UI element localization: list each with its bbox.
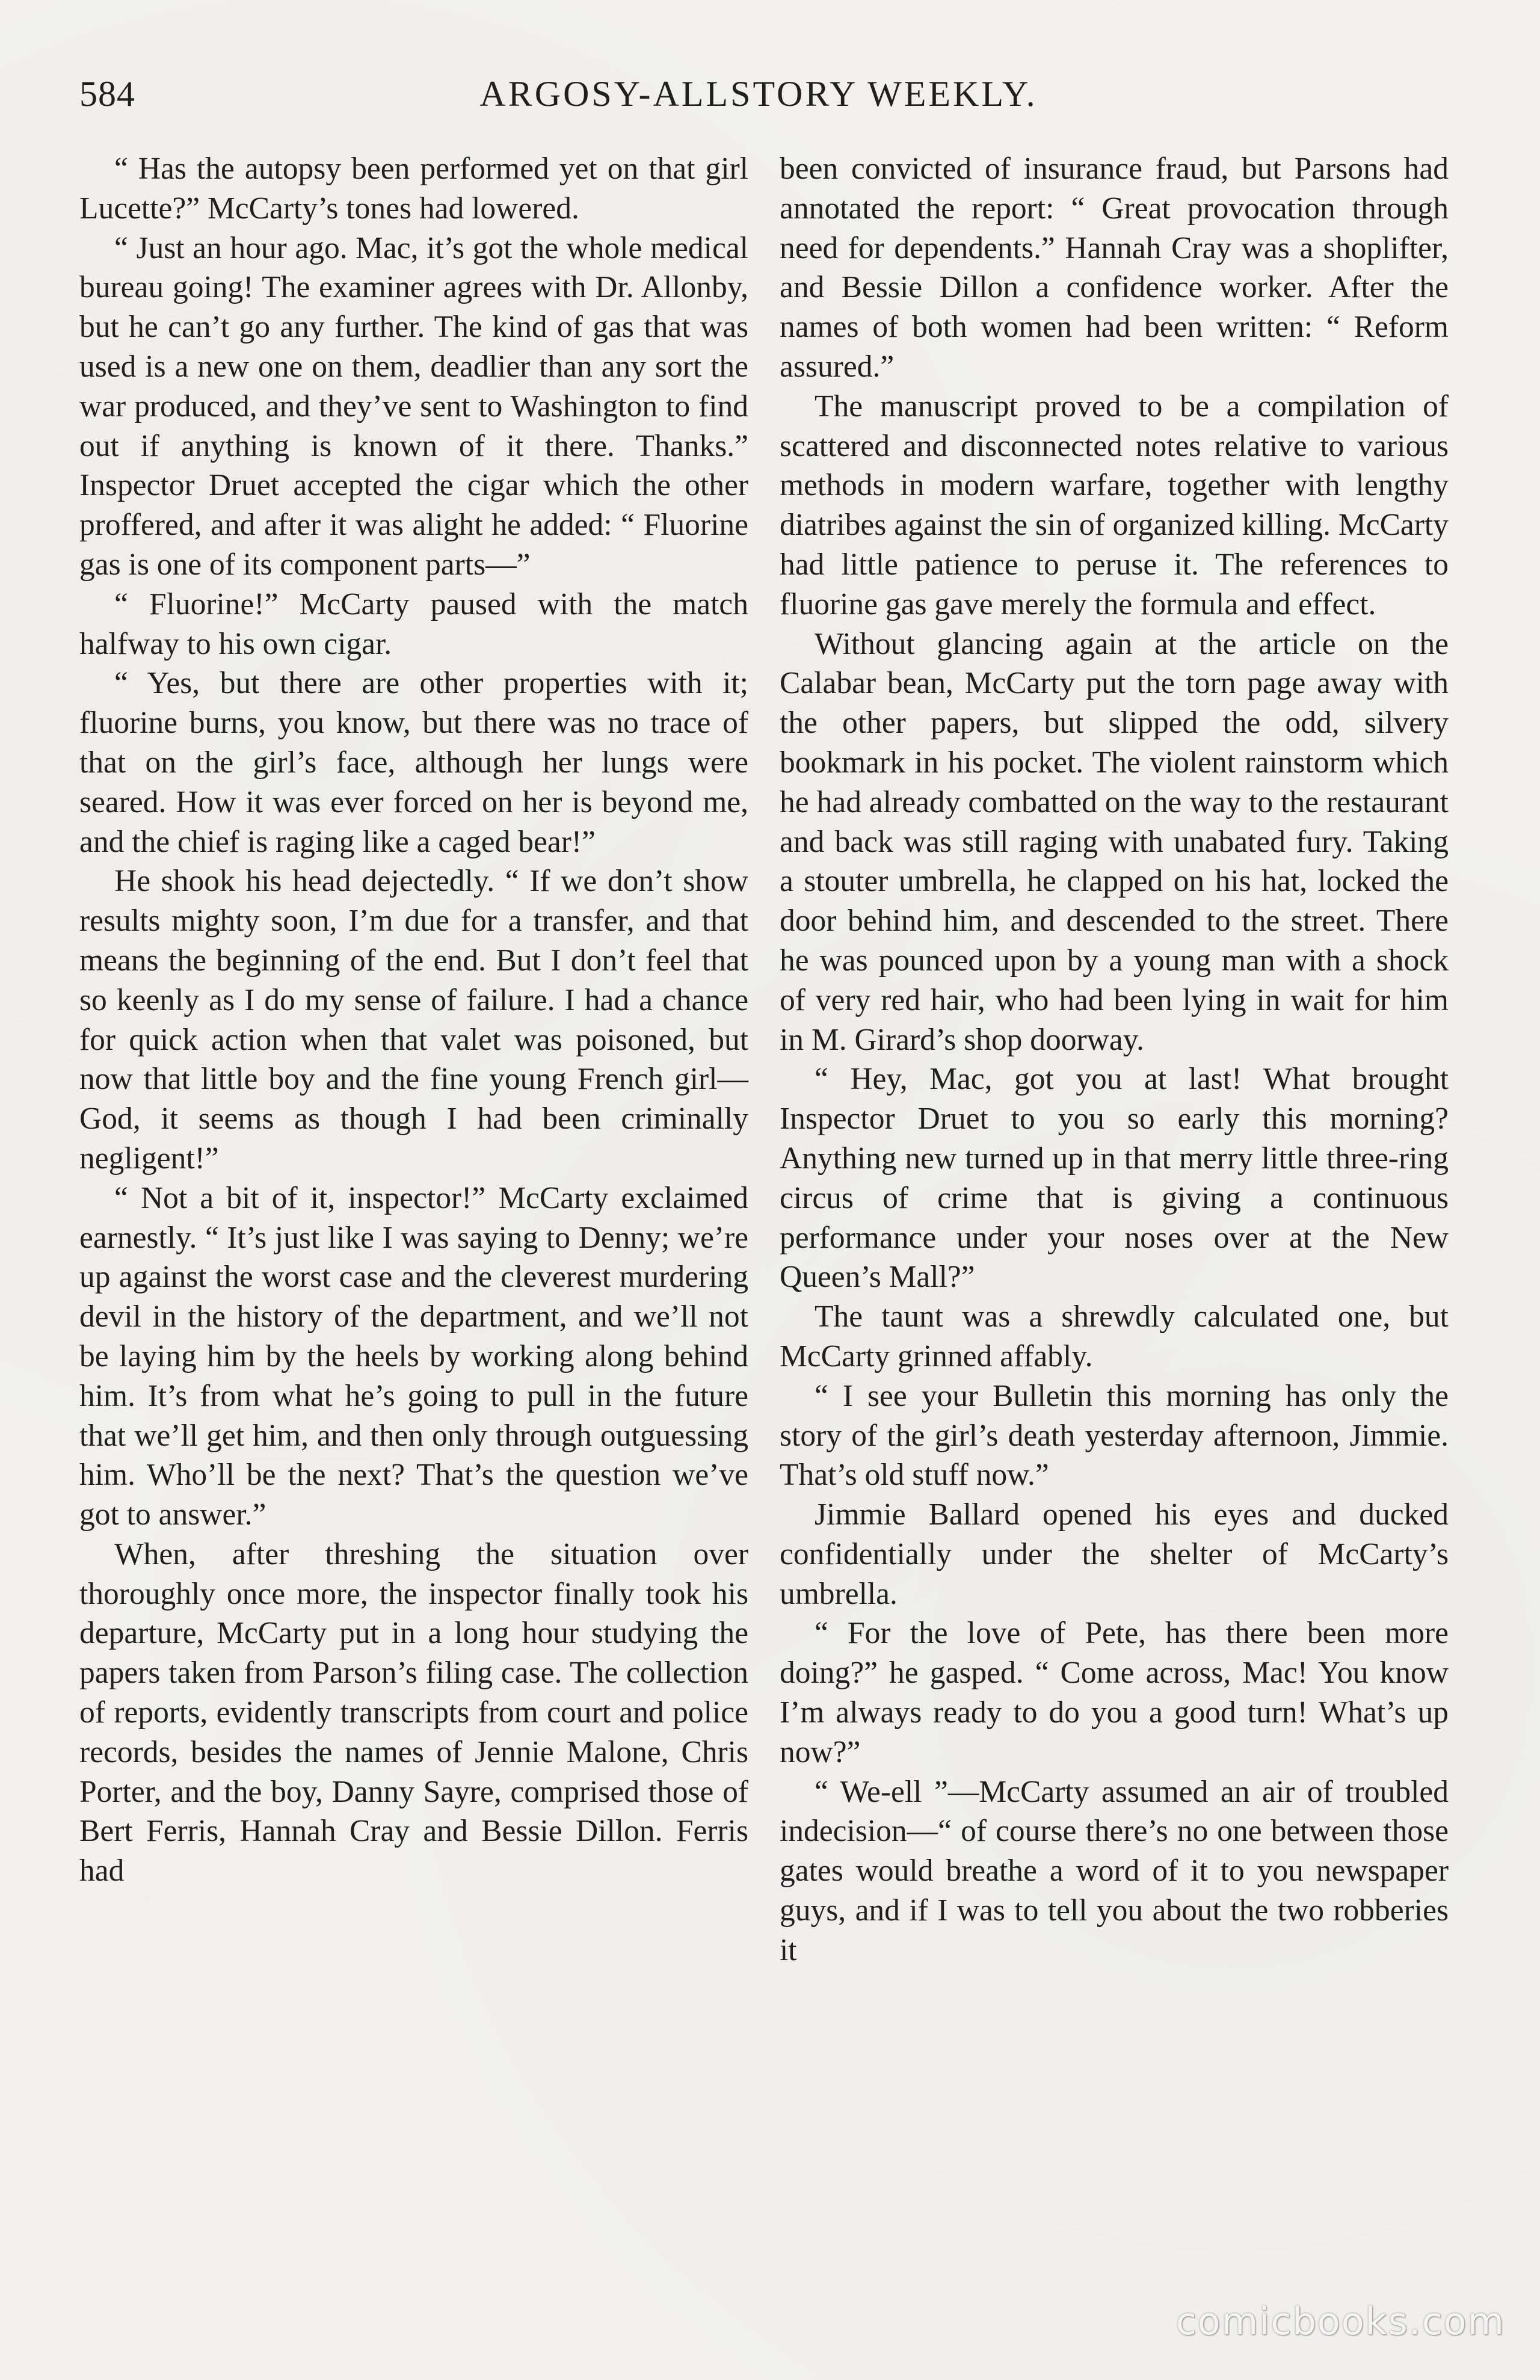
paragraph: The taunt was a shrewdly calculated one, but McCarty grinned affably. [780, 1299, 1449, 1373]
paragraph: “ Fluorine!” McCarty paused with the match halfway to his own cigar. [79, 587, 748, 661]
paragraph: “ For the love of Pete, has there been more doing?” he gasped. “ Come across, Mac! You know I’m always ready to do you a good turn! What’s up now?” [780, 1616, 1449, 1769]
paragraph: “ Has the autopsy been performed yet on that girl Lucette?” McCarty’s tones had lowered. [79, 152, 748, 226]
paragraph: “ Just an hour ago. Mac, it’s got the whole medical bureau going! The examiner agrees with Dr. Allonby, but he can’t go any further. The kind of gas that was used is a new one on them, deadlier than any sort the war produced, and they’ve sent to Washington to find out if anything is known of it there. Thanks.” Inspector Druet accepted the cigar which the other proffered, and after it was alight he added: “ Fluorine gas is one of its component parts—” [79, 230, 748, 582]
page-header [79, 73, 1438, 122]
continued-paragraph: been convicted of insurance fraud, but Parsons had annotated the report: “ Great provocation through need for dependents.” Hannah Cray was a shoplifter, and Bessie Dillon a confidence worker. After the names of both women had been written: “ Reform assured.” [780, 152, 1449, 384]
paragraph: “ We-ell ”—McCarty assumed an air of troubled indecision—“ of course there’s no one between those gates would breathe a word of it to you newspaper guys, and if I was to tell you about the two robberies it [780, 1774, 1449, 1967]
page-number: 584 [79, 74, 135, 114]
paragraph: “ Yes, but there are other properties with it; fluorine burns, you know, but there was no trace of that on the girl’s face, although her lungs were seared. How it was ever forced on her is beyond me, and the chief is raging like a caged bear!” [79, 666, 748, 859]
paragraph: “ Hey, Mac, got you at last! What brought Inspector Druet to you so early this morning? Anything new turned up in that merry little three-ring circus of crime that is giving a continuous performance under your noses over at the New Queen’s Mall?” [780, 1062, 1449, 1295]
watermark: comicbooks.com [1175, 2299, 1505, 2343]
paragraph: Without glancing again at the article on the Calabar bean, McCarty put the torn page away with the other papers, but slipped the odd, silvery bookmark in his pocket. The violent rainstorm which he had already combatted on the way to the restaurant and back was still raging with unabated fury. Taking a stouter umbrella, he clapped on his hat, locked the door behind him, and descended to the street. There he was pounced upon by a young man with a shock of very red hair, who had been lying in wait for him in M. Girard’s shop doorway. [780, 626, 1449, 1057]
paragraph: When, after threshing the situation over thoroughly once more, the inspector finally took his departure, McCarty put in a long hour studying the papers taken from Parson’s filing case. The collection of reports, evidently transcripts from court and police records, besides the names of Jennie Malone, Chris Porter, and the boy, Danny Sayre, comprised those of Bert Ferris, Hannah Cray and Bessie Dillon. Ferris had [79, 1537, 748, 1888]
running-title: ARGOSY-ALLSTORY WEEKLY. [479, 74, 1038, 114]
paragraph: He shook his head dejectedly. “ If we don’t show results mighty soon, I’m due for a transfer, and that means the beginning of the end. But I don’t feel that so keenly as I do my sense of failure. I had a chance for quick action when that valet was poisoned, but now that little boy and the fine young French girl— God, it seems as though I had been criminally negligent!” [79, 864, 748, 1176]
paragraph: “ I see your Bulletin this morning has only the story of the girl’s death yesterday afternoon, Jimmie. That’s old stuff now.” [780, 1378, 1449, 1493]
paragraph: Jimmie Ballard opened his eyes and ducked confidentially under the shelter of McCarty’s umbrella. [780, 1497, 1449, 1611]
paragraph: “ Not a bit of it, inspector!” McCarty exclaimed earnestly. “ It’s just like I was saying to Denny; we’re up against the worst case and the cleverest murdering devil in the history of the department, and we’ll not be laying him by the heels by working along behind him. It’s from what he’s going to pull in the future that we’ll get him, and then only through outguessing him. Who’ll be the next? That’s the question we’ve got to answer.” [79, 1180, 748, 1532]
left-column [79, 149, 748, 1891]
right-column [780, 149, 1449, 1970]
paragraph: The manuscript proved to be a compilation of scattered and disconnected notes relative to various methods in modern warfare, together with lengthy diatribes against the sin of organized killing. McCarty had little patience to peruse it. The references to fluorine gas gave merely the formula and effect. [780, 389, 1449, 621]
